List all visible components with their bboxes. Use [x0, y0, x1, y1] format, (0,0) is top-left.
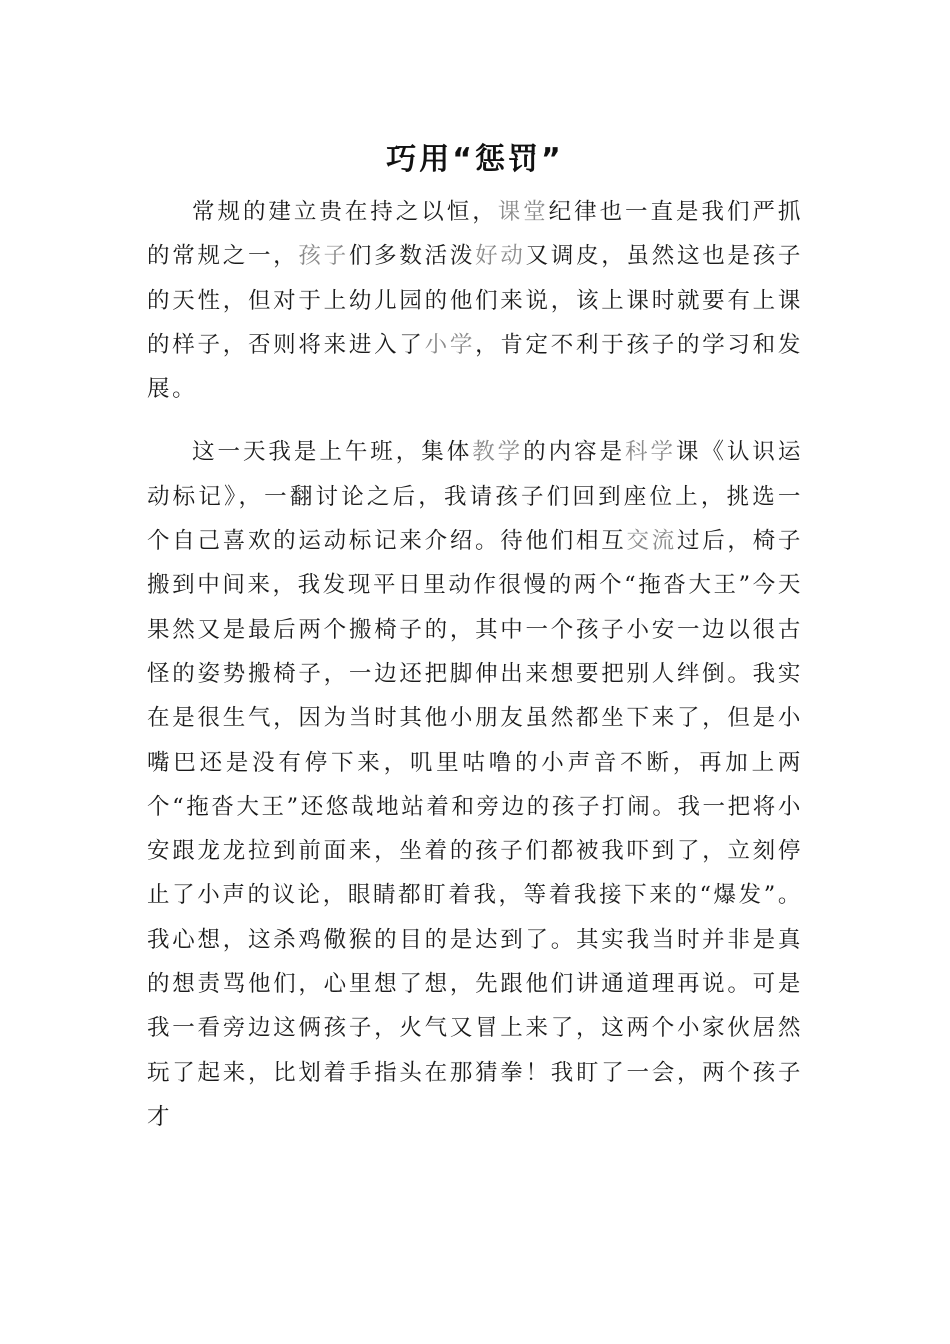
body-paragraph: [147, 190, 803, 411]
paragraph-text: 又调皮，虽然这也是孩子的天性，但对于上幼儿园的他们来说，该上课时就要有上课的样子，否则将来进入了: [147, 243, 804, 358]
keyword-link[interactable]: 交流: [626, 528, 677, 555]
paragraph-text: 常规的建立贵在持之以恒，: [192, 199, 498, 225]
document-body: [147, 190, 803, 1139]
document-title: 巧用“惩罚”: [386, 142, 564, 177]
keyword-link[interactable]: 好动: [475, 243, 526, 270]
paragraph-text: ，肯定不利于孩子的学习和发展。: [147, 331, 803, 403]
body-paragraph: [147, 430, 803, 1139]
keyword-link[interactable]: 课堂: [497, 199, 549, 225]
paragraph-text: 纪律也一直是我们严抓的常规之一，: [147, 199, 803, 270]
paragraph-text: 这一天我是上午班，集体: [192, 439, 473, 466]
keyword-link[interactable]: 孩子: [298, 243, 349, 270]
paragraph-text: 课《认识运动标记》，一翻讨论之后，我请孩子们回到座位上，挑选一个自己喜欢的运动标记来介绍。待他们相互: [147, 439, 803, 555]
keyword-link[interactable]: 教学: [472, 439, 524, 466]
keyword-link[interactable]: 小学: [424, 331, 476, 358]
keyword-link[interactable]: 科学: [625, 439, 676, 466]
paragraph-text: 的内容是: [523, 439, 626, 466]
paragraph-text: 过后，椅子搬到中间来，我发现平日里动作很慢的两个“拖沓大王”今天果然又是最后两个搬椅子的，其中一个孩子小安一边以很古怪的姿势搬椅子，一边还把脚伸出来想要把别人绊倒。我实在是很生气，因为当时其他小朋友虽然都坐下来了，但是小嘴巴还是没有停下来，叽里咕噜的小声音不断，再加上两个“拖沓大王”还悠哉地站着和旁边的孩子打闹。我一把将小安跟龙龙拉到前面来，坐着的孩子们都被我吓到了，立刻停止了小声的议论，眼睛都盯着我，等着我接下来的“爆发”。我心想，这杀鸡儆猴的目的是达到了。其实我当时并非是真的想责骂他们，心里想了想，先跟他们讲通道理再说。可是我一看旁边这俩孩子，火气又冒上来了，这两个小家伙居然玩了起来，比划着手指头在那猜拳！我盯了一会，两个孩子才: [147, 528, 803, 1130]
paragraph-text: 们多数活泼: [348, 243, 476, 270]
